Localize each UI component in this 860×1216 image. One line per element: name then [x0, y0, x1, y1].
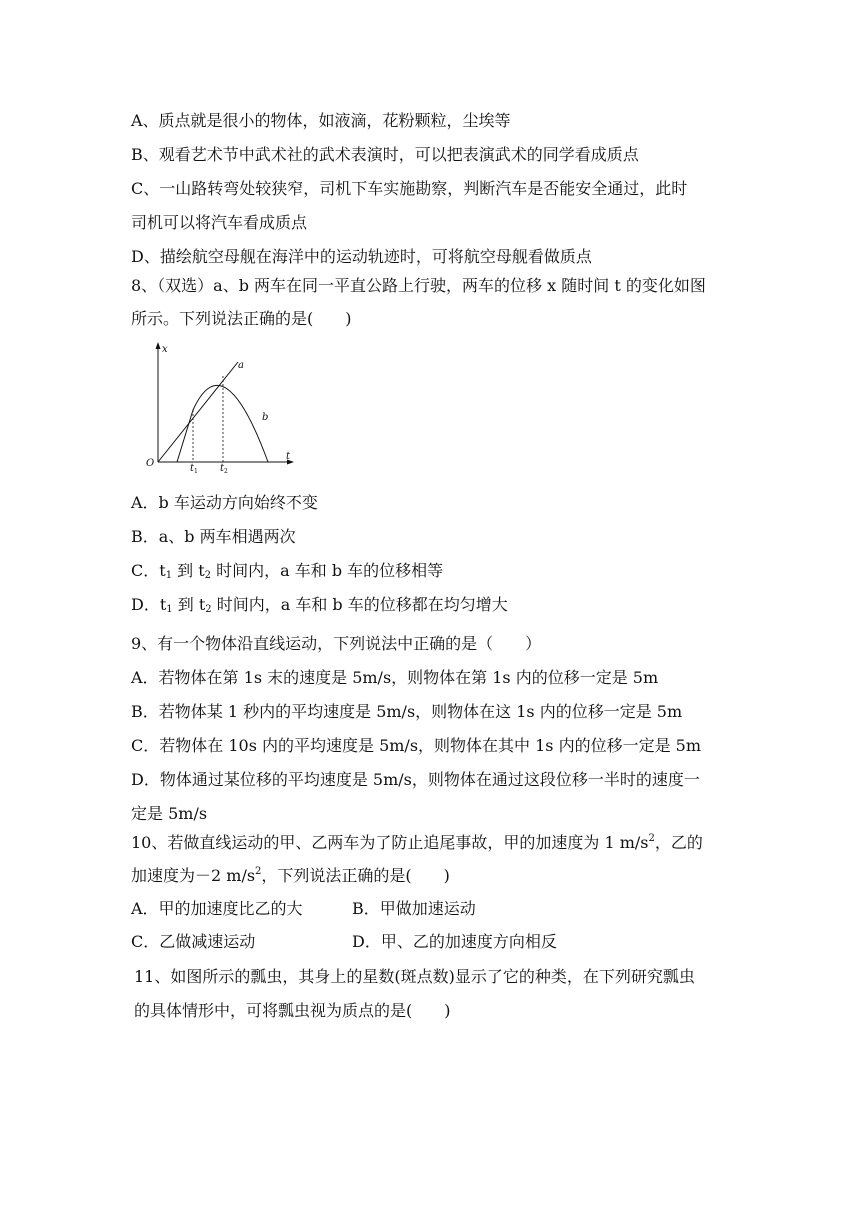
q8-option-d: D．$t_1$ 到 $t_2$ 时间内，a 车和 b 车的位移都在均匀增大	[131, 595, 508, 615]
curve-b	[177, 385, 268, 462]
q10-option-a: A．甲的加速度比乙的大	[131, 899, 303, 918]
q10-option-c: C．乙做减速运动	[131, 932, 256, 951]
t2-label: $t_2$	[220, 463, 228, 474]
q9-option-d-line2: 定是 5m/s	[131, 804, 208, 823]
q7-option-c-line2: 司机可以将汽车看成质点	[131, 213, 308, 232]
line-a	[158, 362, 238, 462]
line-a-label: a	[238, 360, 244, 371]
q8-option-a: A．b 车运动方向始终不变	[131, 493, 318, 512]
q9-option-b: B．若物体某 1 秒内的平均速度是 5m/s，则物体在这 1s 内的位移一定是 5m	[131, 702, 683, 721]
q8-option-b: B．a、b 两车相遇两次	[131, 527, 296, 546]
q11-stem-line1: 11、如图所示的瓢虫，其身上的星数(斑点数)显示了它的种类，在下列研究瓢虫	[134, 967, 695, 986]
y-axis-label: x	[162, 344, 168, 355]
q9-option-c: C．若物体在 10s 内的平均速度是 5m/s，则物体在其中 1s 内的位移一定是 5m	[131, 736, 702, 755]
q10-option-b: B．甲做加速运动	[352, 899, 476, 918]
origin-label: O	[146, 458, 155, 469]
x-axis-label: t	[286, 451, 291, 462]
q7-option-b: B、观看艺术节中武术社的武术表演时，可以把表演武术的同学看成质点	[131, 145, 639, 164]
q8-option-c: C．$t_1$ 到 $t_2$ 时间内，a 车和 b 车的位移相等	[131, 561, 444, 581]
q9-stem: 9、有一个物体沿直线运动，下列说法中正确的是（ ）	[131, 634, 542, 653]
q9-option-a: A．若物体在第 1s 末的速度是 5m/s，则物体在第 1s 内的位移一定是 5m	[131, 668, 659, 687]
q8-stem-line2: 所示。下列说法正确的是( )	[131, 309, 352, 328]
q10-stem-line2: 加速度为－2 $m/s^2$，下列说法正确的是( )	[131, 866, 450, 885]
y-axis-arrow	[156, 342, 161, 349]
q10-stem-line1: 10、若做直线运动的甲、乙两车为了防止追尾事故，甲的加速度为 1 $m/s^2$，乙的	[131, 833, 703, 852]
q7-option-d: D、描绘航空母舰在海洋中的运动轨迹时，可将航空母舰看做质点	[131, 247, 592, 266]
t1-label: $t_1$	[190, 463, 198, 474]
q8-xt-graph	[142, 340, 300, 474]
q8-stem-line1: 8、（双选）a、b 两车在同一平直公路上行驶，两车的位移 x 随时间 t 的变化如图	[131, 276, 706, 295]
q7-option-a: A、质点就是很小的物体，如液滴，花粉颗粒，尘埃等	[131, 111, 511, 130]
q9-option-d-line1: D．物体通过某位移的平均速度是 5m/s，则物体在通过这段位移一半时的速度一	[131, 770, 700, 789]
q10-option-d: D．甲、乙的加速度方向相反	[352, 932, 557, 951]
q11-stem-line2: 的具体情形中，可将瓢虫视为质点的是( )	[134, 1001, 451, 1020]
curve-b-label: b	[262, 412, 269, 423]
q7-option-c-line1: C、一山路转弯处较狭窄，司机下车实施勘察，判断汽车是否能安全通过，此时	[131, 179, 688, 198]
